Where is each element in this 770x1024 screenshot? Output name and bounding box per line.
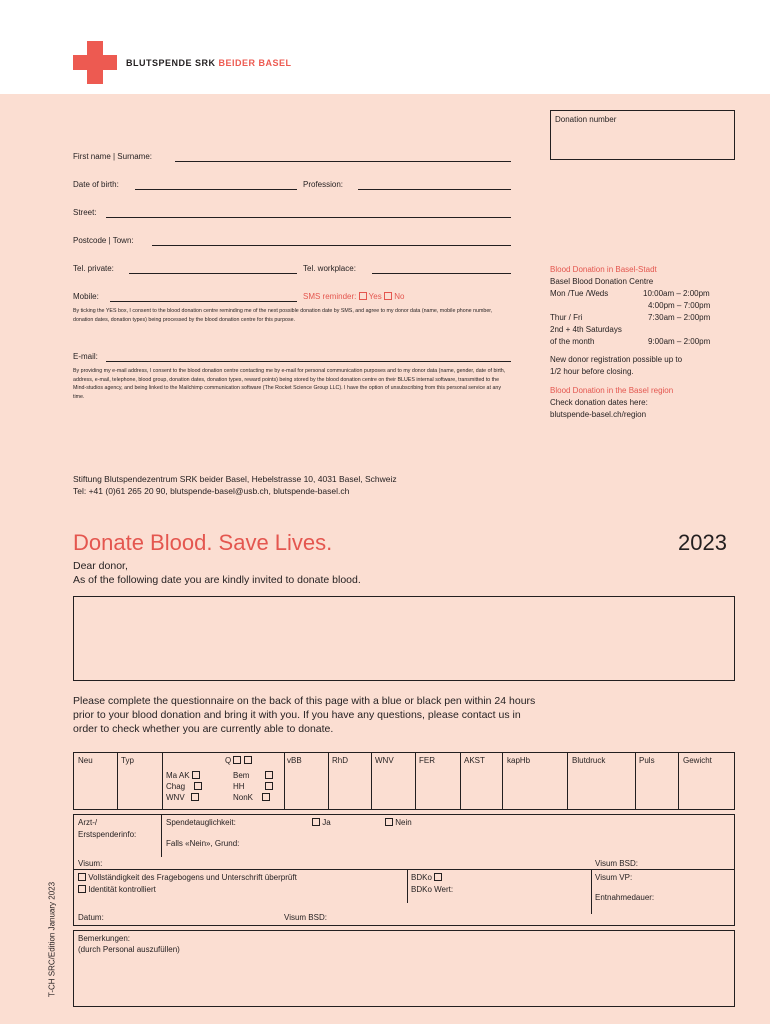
chag-checkbox[interactable]	[194, 782, 202, 790]
col-blutdruck: Blutdruck	[572, 756, 606, 765]
arzt-label: Arzt-/	[78, 818, 98, 827]
hours-days-3b: of the month	[550, 337, 595, 346]
tel-work-field[interactable]	[372, 273, 511, 274]
table-divider	[460, 753, 461, 810]
wnv2-checkbox[interactable]	[191, 793, 199, 801]
admin-divider	[591, 869, 592, 914]
col-neu: Neu	[78, 756, 93, 765]
red-cross-logo-bar	[73, 55, 117, 70]
tel-private-label: Tel. private:	[73, 264, 114, 273]
bem-label: Bem	[233, 771, 250, 780]
appointment-date-box[interactable]	[73, 596, 735, 681]
tel-work-label: Tel. workplace:	[303, 264, 356, 273]
identitat-checkbox[interactable]	[78, 885, 86, 893]
table-divider	[567, 753, 568, 810]
identitat-label: Identität kontrolliert	[88, 885, 156, 894]
donation-number-box[interactable]	[550, 110, 735, 160]
nein-checkbox[interactable]	[385, 818, 393, 826]
col-kaphb: kapHb	[507, 756, 531, 765]
col-q-label: Q	[225, 756, 232, 765]
hh-label: HH	[233, 782, 245, 791]
ja-checkbox[interactable]	[312, 818, 320, 826]
dob-field[interactable]	[135, 189, 297, 190]
hours-time-1a: 10:00am – 2:00pm	[643, 289, 710, 298]
visum-vp-label: Visum VP:	[595, 873, 633, 882]
first-name-field[interactable]	[175, 161, 511, 162]
sms-no-label: No	[394, 292, 405, 301]
table-divider	[117, 753, 118, 810]
bemerkungen-label: Bemerkungen:	[78, 934, 131, 943]
admin-divider	[161, 815, 162, 857]
instructions-line-2: prior to your blood donation and bring it with you. If you have any questions, please contact us in	[73, 709, 521, 721]
new-donor-2: 1/2 hour before closing.	[550, 367, 634, 376]
hours-time-1b: 4:00pm – 7:00pm	[648, 301, 711, 310]
chag-label: Chag	[166, 782, 186, 791]
page-header	[0, 0, 770, 94]
col-vbb: vBB	[287, 756, 302, 765]
new-donor-1: New donor registration possible up to	[550, 355, 683, 364]
tel-private-field[interactable]	[129, 273, 297, 274]
bdko-checkbox[interactable]	[434, 873, 442, 881]
instructions	[73, 694, 535, 736]
basel-region-title: Blood Donation in the Basel region	[550, 386, 674, 395]
ja-label: Ja	[322, 818, 331, 827]
sms-consent-text: By ticking the YES box, I consent to the blood donation centre reminding me of the next possible donation date by SMS, and agree to my donor data (name, mobile phone number, donation dates, donation types) being processed by the blood donation centre for this purpose.	[73, 308, 493, 323]
hours-time-3: 9:00am – 2:00pm	[648, 337, 711, 346]
identitat-option[interactable]	[78, 885, 156, 894]
address-line-1: Stiftung Blutspendezentrum SRK beider Basel, Hebelstrasse 10, 4031 Basel, Schweiz	[73, 474, 397, 484]
hours-days-3a: 2nd + 4th Saturdays	[550, 325, 622, 334]
region-url[interactable]: blutspende-basel.ch/region	[550, 410, 647, 419]
nein-option[interactable]	[385, 818, 412, 827]
nonk-label: NonK	[233, 793, 254, 802]
bemerkungen-box[interactable]	[73, 930, 735, 1007]
email-label: E-mail:	[73, 352, 98, 361]
table-divider	[162, 753, 163, 810]
brand-name	[126, 58, 292, 68]
sms-yes-checkbox[interactable]	[359, 292, 367, 300]
check-dates: Check donation dates here:	[550, 398, 648, 407]
col-rhd: RhD	[332, 756, 349, 765]
street-field[interactable]	[106, 217, 511, 218]
q-checkbox-1[interactable]	[233, 756, 241, 764]
profession-field[interactable]	[358, 189, 511, 190]
col-wnv: WNV	[375, 756, 394, 765]
hours-days-2: Thur / Fri	[550, 313, 583, 322]
nein-label: Nein	[395, 818, 412, 827]
mobile-label: Mobile:	[73, 292, 99, 301]
sms-yes-label: Yes	[368, 292, 382, 301]
address-line-2: Tel: +41 (0)61 265 20 90, blutspende-basel@usb.ch, blutspende-basel.ch	[73, 486, 350, 496]
table-divider	[415, 753, 416, 810]
instructions-line-1: Please complete the questionnaire on the back of this page with a blue or black pen within 24 hours	[73, 695, 536, 707]
year: 2023	[678, 530, 727, 555]
ma-ak-group	[166, 770, 202, 803]
first-name-label: First name | Surname:	[73, 152, 152, 161]
dob-label: Date of birth:	[73, 180, 119, 189]
table-divider	[284, 753, 285, 810]
table-divider	[328, 753, 329, 810]
erstspender-label: Erstspenderinfo:	[78, 830, 137, 839]
email-consent-text: By providing my e-mail address, I consent to the blood donation centre contacting me by e-mail for personal communication purposes and to my donor data (name, gender, date of birth, address, e-mail, telephone, blood group, donation dates, donation types, reward points) being stored by the blood donation centre on their BLUES internal software, transmitted to the Mind-studios agency, and being linked to the Mailchimp communication software (The Rocket Science Group LLC). I have the option of unsubscribing from this personal service at any time.	[73, 368, 506, 400]
ma-ak-label: Ma AK	[166, 771, 190, 780]
tauglich-label: Spendetauglichkeit:	[166, 818, 236, 827]
col-gewicht: Gewicht	[683, 756, 712, 765]
visum-bsd-label: Visum BSD:	[595, 859, 638, 868]
headline: Donate Blood. Save Lives.	[73, 530, 333, 555]
vollst-label: Vollständigkeit des Fragebogens und Unterschrift überprüft	[88, 873, 297, 882]
lab-table	[73, 752, 735, 810]
bdko-wert-label: BDKo Wert:	[411, 885, 454, 894]
bdko-option[interactable]	[411, 873, 442, 882]
visum-bsd2-label: Visum BSD:	[284, 913, 327, 922]
mobile-field[interactable]	[110, 301, 297, 302]
centre-name: Basel Blood Donation Centre	[550, 277, 654, 286]
col-fer: FER	[419, 756, 435, 765]
col-puls: Puls	[639, 756, 655, 765]
bdko-label: BDKo	[411, 873, 432, 882]
falls-label: Falls «Nein», Grund:	[166, 839, 240, 848]
bem-checkbox[interactable]	[265, 771, 273, 779]
greeting: Dear donor,	[73, 560, 128, 572]
table-divider	[371, 753, 372, 810]
vollst-option[interactable]	[78, 873, 297, 882]
admin-divider-h	[74, 869, 734, 870]
email-field[interactable]	[106, 361, 511, 362]
durch-label: (durch Personal auszufüllen)	[78, 945, 180, 954]
profession-label: Profession:	[303, 180, 344, 189]
brand-name-part1: BLUTSPENDE SRK	[126, 58, 219, 68]
vollst-checkbox[interactable]	[78, 873, 86, 881]
invite-text: As of the following date you are kindly invited to donate blood.	[73, 574, 361, 586]
edition-side-text: T-CH SRC/Edition January 2023	[47, 881, 57, 998]
postcode-label: Postcode | Town:	[73, 236, 134, 245]
datum-label: Datum:	[78, 913, 104, 922]
table-divider	[635, 753, 636, 810]
donation-number-label: Donation number	[555, 115, 617, 124]
sms-reminder-label: SMS reminder:	[303, 292, 357, 301]
admin-divider	[407, 869, 408, 903]
q-checkbox-2[interactable]	[244, 756, 252, 764]
table-divider	[678, 753, 679, 810]
bem-group	[233, 770, 273, 803]
entnahme-label: Entnahmedauer:	[595, 893, 655, 902]
col-q	[225, 756, 252, 765]
visum-label: Visum:	[78, 859, 103, 868]
hours-time-2: 7:30am – 2:00pm	[648, 313, 711, 322]
basel-stadt-title: Blood Donation in Basel-Stadt	[550, 265, 657, 274]
wnv2-label: WNV	[166, 793, 185, 802]
sms-reminder	[303, 292, 404, 301]
nonk-checkbox[interactable]	[262, 793, 270, 801]
postcode-field[interactable]	[152, 245, 511, 246]
col-akst: AKST	[464, 756, 485, 765]
street-label: Street:	[73, 208, 97, 217]
ja-option[interactable]	[312, 818, 331, 827]
instructions-line-3: order to check whether you are currently able to donate.	[73, 723, 334, 735]
sms-no-checkbox[interactable]	[384, 292, 392, 300]
brand-name-part2: BEIDER BASEL	[218, 58, 292, 68]
hours-days-1: Mon /Tue /Weds	[550, 289, 609, 298]
admin-box	[73, 814, 735, 926]
table-divider	[502, 753, 503, 810]
hh-checkbox[interactable]	[265, 782, 273, 790]
ma-ak-checkbox[interactable]	[192, 771, 200, 779]
col-typ: Typ	[121, 756, 134, 765]
